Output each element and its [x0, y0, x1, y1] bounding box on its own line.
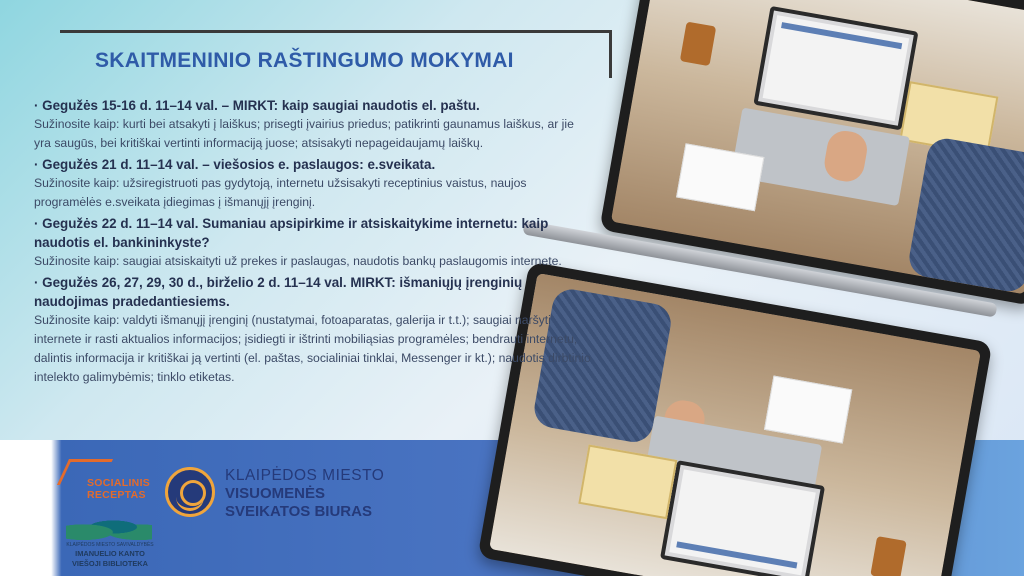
logo-text: IMANUELIO KANTO [75, 549, 145, 558]
item-description: Sužinosite kaip: valdyti išmanųjį įrenginį (nustatymai, fotoaparatas, galerija ir t.t.); saugiai naršyti internete ir rasti aktualios informacijos; įsidiegti ir ištrinti mobiliąsias programėles; bendrauti internetu, dalintis informacija ir kritiškai ją vertinti (el. paštas, socialiniai tinklai, Messenger ir kt.); naudotis dirbtinio intelekto galimybėmis; tinklo etiketas. [34, 313, 591, 384]
logo-text: SOCIALINIS [87, 477, 151, 489]
tablet-top-image [599, 0, 1024, 306]
item-description: Sužinosite kaip: kurti bei atsakyti į laiškus; prisegti įvairius priedus; patikrinti gaunamus laiškus, ar jie yra saugūs, bei kritiškai vertinti informaciją juose; atsisakyti nepageidaujamų laiškų. [34, 117, 574, 150]
item-heading: · Gegužės 22 d. 11–14 val. Sumaniau apsipirkime ir atsiskaitykime internetu: kaip naudotis el. bankininkyste? [34, 216, 549, 250]
socialinis-receptas-logo [63, 453, 158, 503]
logo-text: SVEIKATOS BIURAS [225, 503, 372, 520]
logo-text: RECEPTAS [87, 489, 146, 501]
list-item [34, 273, 594, 387]
health-emblem-icon [165, 467, 215, 517]
list-item [34, 155, 594, 212]
logo-text: KLAIPĖDOS MIESTO SAVIVALDYBĖS [66, 542, 154, 548]
item-heading: · Gegužės 21 d. 11–14 val. – viešosios e. paslaugos: e.sveikata. [34, 157, 436, 172]
item-heading: · Gegužės 15-16 d. 11–14 val. – MIRKT: kaip saugiai naudotis el. paštu. [34, 98, 480, 113]
item-description: Sužinosite kaip: saugiai atsiskaityti už prekes ir paslaugas, naudotis bankų paslaugomis internete. [34, 254, 562, 268]
logo-text: KLAIPĖDOS MIESTO [225, 467, 385, 484]
library-logo [60, 514, 160, 574]
logo-text: VIEŠOJI BIBLIOTEKA [72, 559, 148, 568]
left-white-strip [0, 440, 48, 576]
health-bureau-logo [165, 463, 425, 523]
list-item [34, 96, 594, 153]
item-heading: · Gegužės 26, 27, 29, 30 d., birželio 2 d. 11–14 val. MIRKT: išmaniųjų įrenginių naudojimas pradedantiesiems. [34, 275, 523, 309]
page-title: SKAITMENINIO RAŠTINGUMO MOKYMAI [95, 49, 514, 72]
schedule-list [34, 94, 594, 389]
logo-text: VISUOMENĖS [225, 485, 326, 502]
item-description: Sužinosite kaip: užsiregistruoti pas gydytoją, internetu užsisakyti receptinius vaistus, naujos programėlės e.sveikata įdiegimas į išmanųjį įrenginį. [34, 176, 527, 209]
cup-icon [870, 536, 906, 576]
list-item [34, 214, 594, 271]
wave-icon [66, 514, 152, 540]
